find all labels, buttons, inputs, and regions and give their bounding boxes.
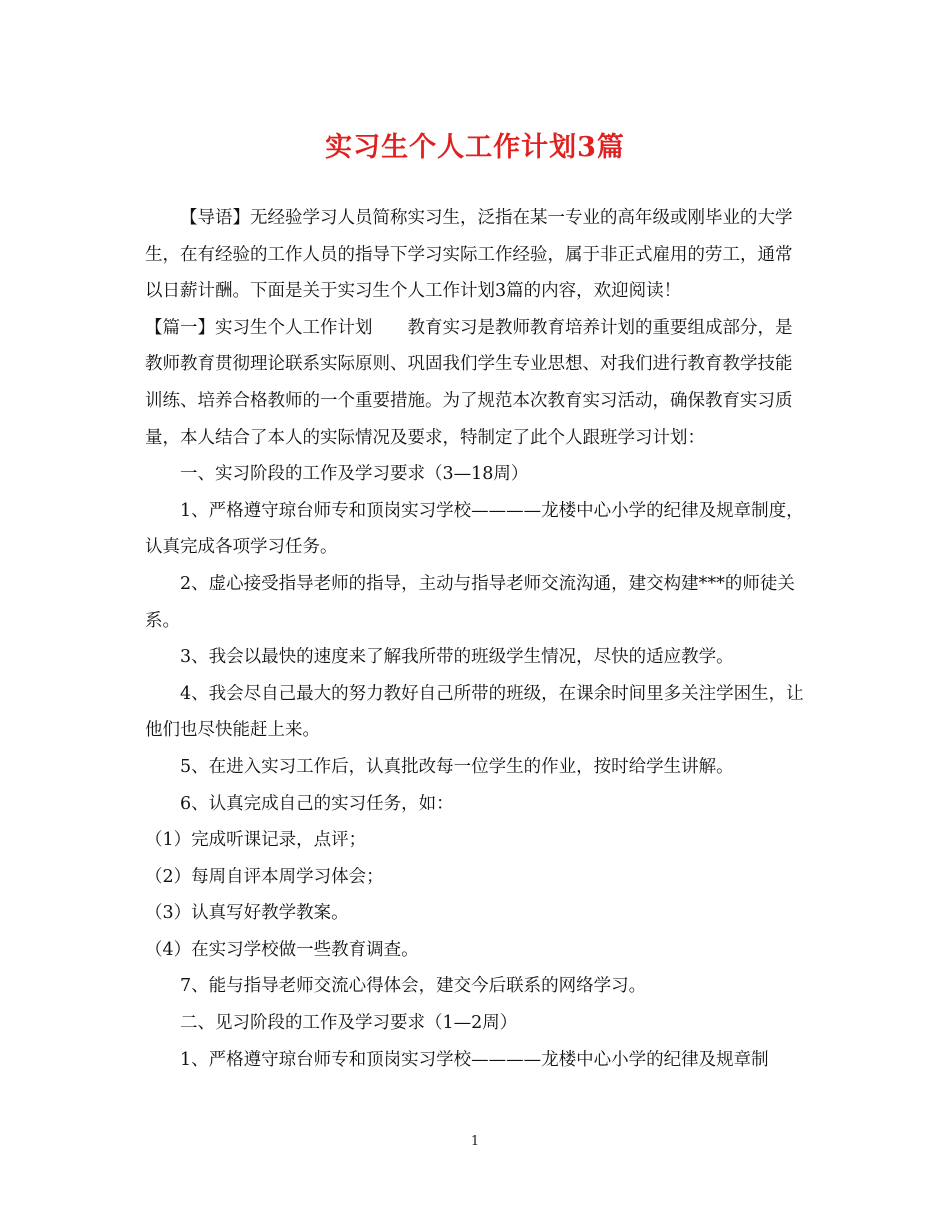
list-item: 3、我会以最快的速度来了解我所带的班级学生情况，尽快的适应教学。 [180, 647, 734, 668]
list-item: 2、虚心接受指导老师的指导，主动与指导老师交流沟通，建交构建***的师徒关系。 [145, 573, 795, 631]
list-item: 1、严格遵守琼台师专和顶岗实习学校————龙楼中心小学的纪律及规章制 [180, 1049, 769, 1070]
list-item: 1、严格遵守琼台师专和顶岗实习学校————龙楼中心小学的纪律及规章制度，认真完成各项学习任务。 [145, 500, 804, 558]
list-item: 6、认真完成自己的实习任务，如： [180, 793, 454, 814]
sub-list-item: （4）在实习学校做一些教育调查。 [145, 939, 419, 960]
sub-list-item: （1）完成听课记录，点评； [145, 830, 367, 851]
sub-list-item: （2）每周自评本周学习体会； [145, 866, 384, 887]
section-heading-internship: 一、实习阶段的工作及学习要求（3—18周） [180, 464, 529, 485]
paragraph-part-one: 【篇一】实习生个人工作计划 教育实习是教师教育培养计划的重要组成部分，是教师教育贯彻理论联系实际原则、巩固我们学生专业思想、对我们进行教育教学技能训练、培养合格教师的一个重要措施。为了规范本次教育实习活动，确保教育实习质量，本人结合了本人的实际情况及要求，特制定了此个人跟班学习计划： [145, 317, 793, 448]
list-item: 7、能与指导老师交流心得体会，建交今后联系的网络学习。 [180, 976, 647, 997]
list-item: 5、在进入实习工作后，认真批改每一位学生的作业，按时给学生讲解。 [180, 756, 734, 777]
sub-list-item: （3）认真写好教学教案。 [145, 903, 349, 924]
list-item: 4、我会尽自己最大的努力教好自己所带的班级，在课余时间里多关注学困生，让他们也尽快能赶上来。 [145, 683, 804, 741]
document-body [145, 200, 807, 1078]
paragraph-intro: 【导语】无经验学习人员简称实习生，泛指在某一专业的高年级或刚毕业的大学生，在有经验的工作人员的指导下学习实际工作经验，属于非正式雇用的劳工，通常以日薪计酬。下面是关于实习生个人工作计划3篇的内容，欢迎阅读！ [145, 208, 793, 302]
section-heading-observation: 二、见习阶段的工作及学习要求（1—2周） [180, 1013, 518, 1034]
page-number: 1 [470, 1134, 480, 1149]
document-title: 实习生个人工作计划3篇 [325, 132, 625, 163]
